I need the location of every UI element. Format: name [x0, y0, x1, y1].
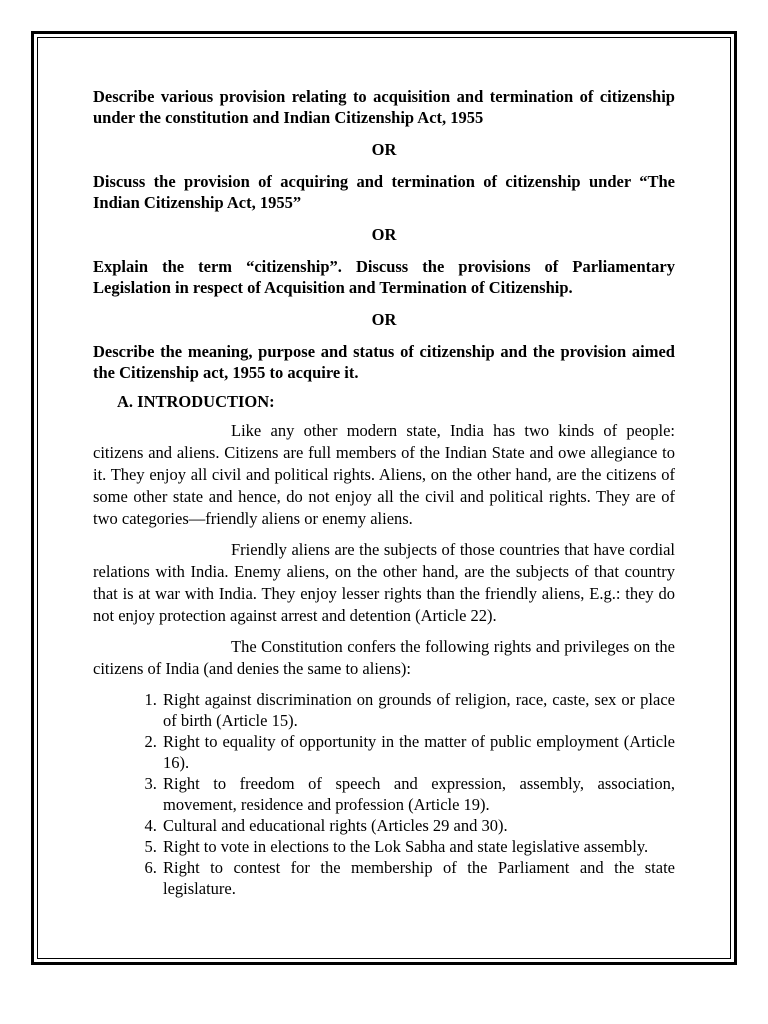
or-separator-2: OR — [371, 225, 397, 244]
rights-list-item: 3. Right to freedom of speech and expression, assembly, association, movement, residence and profession (Article 19). — [161, 773, 675, 815]
or-separator-1: OR — [371, 140, 397, 159]
rights-list-item: 2. Right to equality of opportunity in the matter of public employment (Article 16). — [161, 731, 675, 773]
intro-paragraph-1: Like any other modern state, India has two kinds of people: citizens and aliens. Citizens are full members of the Indian State and owe allegiance to it. They enjoy all civil and political rights. Aliens, on the other hand, are the citizens of some other state and hence, do not enjoy all the civil and political rights. They are of two categories—friendly aliens or enemy aliens. — [93, 421, 675, 528]
intro-paragraph-3: The Constitution confers the following rights and privileges on the citizens of India (and denies the same to aliens): — [93, 637, 675, 678]
rights-list — [93, 689, 675, 899]
rights-list-item: 6. Right to contest for the membership of the Parliament and the state legislature. — [161, 857, 675, 899]
rights-list-item: 5. Right to vote in elections to the Lok Sabha and state legislative assembly. — [161, 836, 675, 857]
question-1: Describe various provision relating to acquisition and termination of citizenship under the constitution and Indian Citizenship Act, 1955 — [93, 87, 675, 127]
question-2: Discuss the provision of acquiring and termination of citizenship under “The Indian Citizenship Act, 1955” — [93, 172, 675, 212]
rights-list-item: 4. Cultural and educational rights (Articles 29 and 30). — [161, 815, 675, 836]
question-4: Describe the meaning, purpose and status of citizenship and the provision aimed the Citizenship act, 1955 to acquire it. — [93, 342, 675, 382]
intro-paragraph-2: Friendly aliens are the subjects of those countries that have cordial relations with India. Enemy aliens, on the other hand, are the subjects of that country that is at war with India. They enjoy lesser rights than the friendly aliens, E.g.: they do not enjoy protection against arrest and detention (Article 22). — [93, 540, 675, 625]
question-3: Explain the term “citizenship”. Discuss the provisions of Parliamentary Legislation in respect of Acquisition and Termination of Citizenship. — [93, 257, 675, 297]
document-body — [93, 86, 675, 899]
section-heading-introduction: A. INTRODUCTION: — [117, 392, 275, 411]
or-separator-3: OR — [371, 310, 397, 329]
rights-list-item: 1. Right against discrimination on grounds of religion, race, caste, sex or place of birth (Article 15). — [161, 689, 675, 731]
